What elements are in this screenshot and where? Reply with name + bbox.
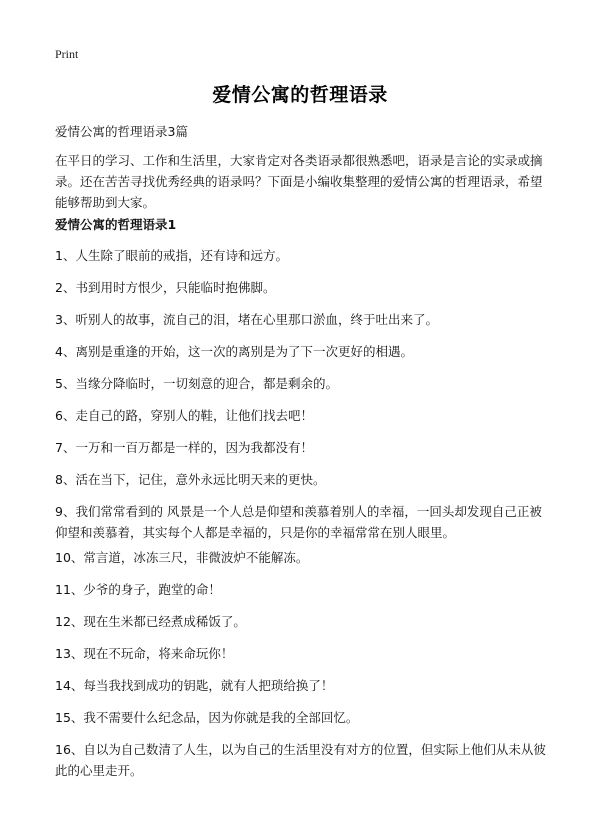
- print-link[interactable]: Print: [55, 47, 79, 61]
- quote-item: 8、活在当下，记住，意外永远比明天来的更快。: [55, 472, 326, 487]
- quote-item: 1、人生除了眼前的戒指，还有诗和远方。: [55, 248, 288, 263]
- section-heading: 爱情公寓的哲理语录1: [55, 217, 177, 232]
- intro-paragraph: 在平日的学习、工作和生活里，大家肯定对各类语录都很熟悉吧，语录是言论的实录或摘录。还在苦苦寻找优秀经典的语录吗？下面是小编收集整理的爱情公寓的哲理语录，希望能够帮助到大家。: [55, 153, 543, 210]
- quote-item: 4、离别是重逢的开始，这一次的离别是为了下一次更好的相遇。: [55, 344, 413, 359]
- quote-item: 9、我们常常看到的 风景是一个人总是仰望和羡慕着别人的幸福，一回头却发现自己正被仰望和羡慕着，其实每个人都是幸福的，只是你的幸福常常在别人眼里。: [55, 504, 542, 540]
- document-subtitle: 爱情公寓的哲理语录3篇: [55, 124, 188, 139]
- page-title: 爱情公寓的哲理语录: [212, 84, 388, 106]
- quote-item: 11、少爷的身子，跑堂的命！: [55, 582, 221, 597]
- quote-item: 7、一万和一百万都是一样的，因为我都没有！: [55, 440, 313, 455]
- quote-item: 16、自以为自己数清了人生，以为自己的生活里没有对方的位置，但实际上他们从未从彼此的心里走开。: [55, 742, 546, 778]
- quote-item: 12、现在生米都已经煮成稀饭了。: [55, 614, 246, 629]
- quote-item: 15、我不需要什么纪念品，因为你就是我的全部回忆。: [55, 710, 359, 725]
- quote-item: 2、书到用时方恨少，只能临时抱佛脚。: [55, 280, 276, 295]
- quote-item: 14、每当我找到成功的钥匙，就有人把琐给换了！: [55, 678, 334, 693]
- quote-item: 6、走自己的路，穿别人的鞋，让他们找去吧！: [55, 408, 313, 423]
- quote-item: 10、常言道，冰冻三尺，非微波炉不能解冻。: [55, 550, 309, 565]
- quote-item: 13、现在不玩命，将来命玩你！: [55, 646, 234, 661]
- quote-item: 5、当缘分降临时，一切刻意的迎合，都是剩余的。: [55, 376, 338, 391]
- quote-item: 3、听别人的故事，流自己的泪，堵在心里那口淤血，终于吐出来了。: [55, 312, 438, 327]
